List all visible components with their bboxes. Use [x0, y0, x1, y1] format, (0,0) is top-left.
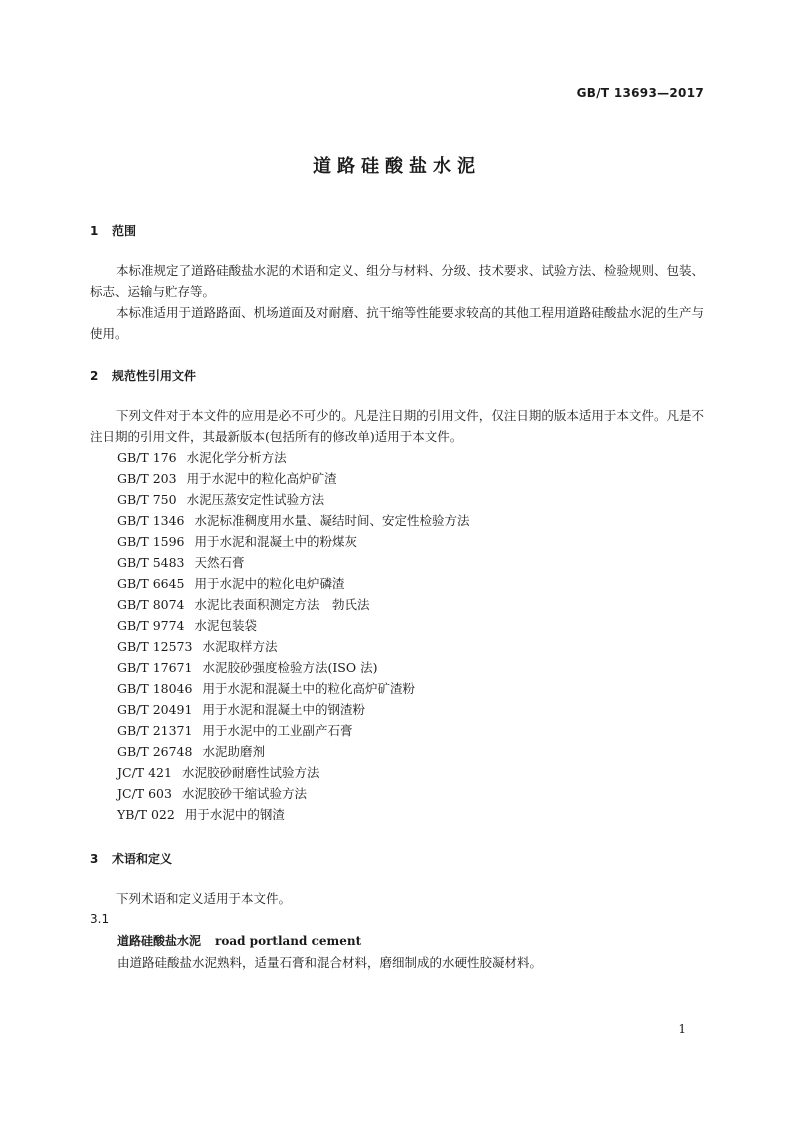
- reference-code: JC/T 421: [117, 765, 172, 780]
- reference-item: [117, 447, 470, 468]
- reference-item: [117, 678, 470, 699]
- term-chinese: 道路硅酸盐水泥: [117, 934, 202, 948]
- reference-item: [117, 489, 470, 510]
- reference-title: 水泥化学分析方法: [186, 450, 287, 465]
- reference-title: 水泥取样方法: [202, 639, 278, 654]
- reference-code: GB/T 20491: [117, 702, 193, 717]
- reference-title: 用于水泥中的工业副产石膏: [202, 723, 353, 738]
- reference-item: [117, 552, 470, 573]
- reference-item: [117, 741, 470, 762]
- section-heading-terms: [90, 850, 172, 867]
- reference-title: 用于水泥和混凝土中的粉煤灰: [194, 534, 358, 549]
- reference-code: GB/T 8074: [117, 597, 185, 612]
- term-definition: 由道路硅酸盐水泥熟料，适量石膏和混合材料，磨细制成的水硬性胶凝材料。: [117, 955, 543, 970]
- reference-code: GB/T 26748: [117, 744, 193, 759]
- reference-code: GB/T 750: [117, 492, 177, 507]
- reference-title: 天然石膏: [194, 555, 245, 570]
- reference-title: 水泥压蒸安定性试验方法: [186, 492, 325, 507]
- reference-code: GB/T 18046: [117, 681, 193, 696]
- section-number: 2: [90, 369, 99, 383]
- reference-item: [117, 636, 470, 657]
- document-title: 道路硅酸盐水泥: [313, 156, 481, 177]
- section-title: 范围: [112, 224, 137, 238]
- reference-title: 水泥包装袋: [194, 618, 258, 633]
- scope-paragraph-2: 本标准适用于道路路面、机场道面及对耐磨、抗干缩等性能要求较高的其他工程用道路硅酸盐水泥的生产与使用。: [90, 305, 704, 341]
- section-title: 规范性引用文件: [112, 369, 197, 383]
- reference-item: [117, 510, 470, 531]
- reference-title: 水泥胶砂干缩试验方法: [181, 786, 307, 801]
- section-number: 3: [90, 852, 99, 866]
- section-heading-scope: [90, 222, 136, 239]
- reference-code: GB/T 1346: [117, 513, 185, 528]
- reference-title: 用于水泥中的钢渣: [184, 807, 285, 822]
- reference-code: JC/T 603: [117, 786, 172, 801]
- page-number: 1: [678, 1022, 686, 1036]
- reference-item: [117, 804, 470, 825]
- reference-code: GB/T 12573: [117, 639, 193, 654]
- reference-title: 水泥胶砂强度检验方法(ISO 法): [202, 660, 378, 675]
- reference-code: GB/T 1596: [117, 534, 185, 549]
- reference-code: YB/T 022: [117, 807, 175, 822]
- reference-title: 水泥标准稠度用水量、凝结时间、安定性检验方法: [194, 513, 470, 528]
- section-title: 术语和定义: [112, 852, 173, 866]
- reference-item: [117, 657, 470, 678]
- reference-code: GB/T 9774: [117, 618, 185, 633]
- term-english: road portland cement: [215, 934, 362, 948]
- scope-paragraph-1: 本标准规定了道路硅酸盐水泥的术语和定义、组分与材料、分级、技术要求、试验方法、检验规则、包装、标志、运输与贮存等。: [90, 263, 704, 299]
- reference-item: [117, 594, 470, 615]
- reference-code: GB/T 17671: [117, 660, 193, 675]
- reference-item: [117, 531, 470, 552]
- reference-code: GB/T 176: [117, 450, 177, 465]
- reference-title: 用于水泥中的粒化高炉矿渣: [186, 471, 337, 486]
- terms-intro-paragraph: 下列术语和定义适用于本文件。: [116, 891, 292, 906]
- reference-title: 水泥助磨剂: [202, 744, 265, 759]
- reference-item: [117, 468, 470, 489]
- reference-title: 用于水泥和混凝土中的钢渣粉: [202, 702, 365, 717]
- standard-code: GB/T 13693—2017: [576, 86, 704, 100]
- normative-reference-list: [117, 447, 470, 825]
- reference-code: GB/T 203: [117, 471, 177, 486]
- section-heading-normative-references: [90, 367, 196, 384]
- normative-intro-paragraph: 下列文件对于本文件的应用是必不可少的。凡是注日期的引用文件，仅注日期的版本适用于本文件。凡是不注日期的引用文件，其最新版本(包括所有的修改单)适用于本文件。: [90, 408, 704, 444]
- clause-number: 3.1: [90, 912, 110, 926]
- reference-item: [117, 699, 470, 720]
- term-entry: [117, 932, 361, 949]
- reference-code: GB/T 21371: [117, 723, 193, 738]
- reference-code: GB/T 5483: [117, 555, 185, 570]
- reference-title: 水泥胶砂耐磨性试验方法: [181, 765, 320, 780]
- reference-item: [117, 783, 470, 804]
- reference-title: 水泥比表面积测定方法 勃氏法: [194, 597, 370, 612]
- reference-item: [117, 573, 470, 594]
- reference-item: [117, 762, 470, 783]
- reference-item: [117, 615, 470, 636]
- reference-code: GB/T 6645: [117, 576, 185, 591]
- section-number: 1: [90, 224, 99, 238]
- reference-title: 用于水泥中的粒化电炉磷渣: [194, 576, 345, 591]
- reference-title: 用于水泥和混凝土中的粒化高炉矿渣粉: [202, 681, 415, 696]
- reference-item: [117, 720, 470, 741]
